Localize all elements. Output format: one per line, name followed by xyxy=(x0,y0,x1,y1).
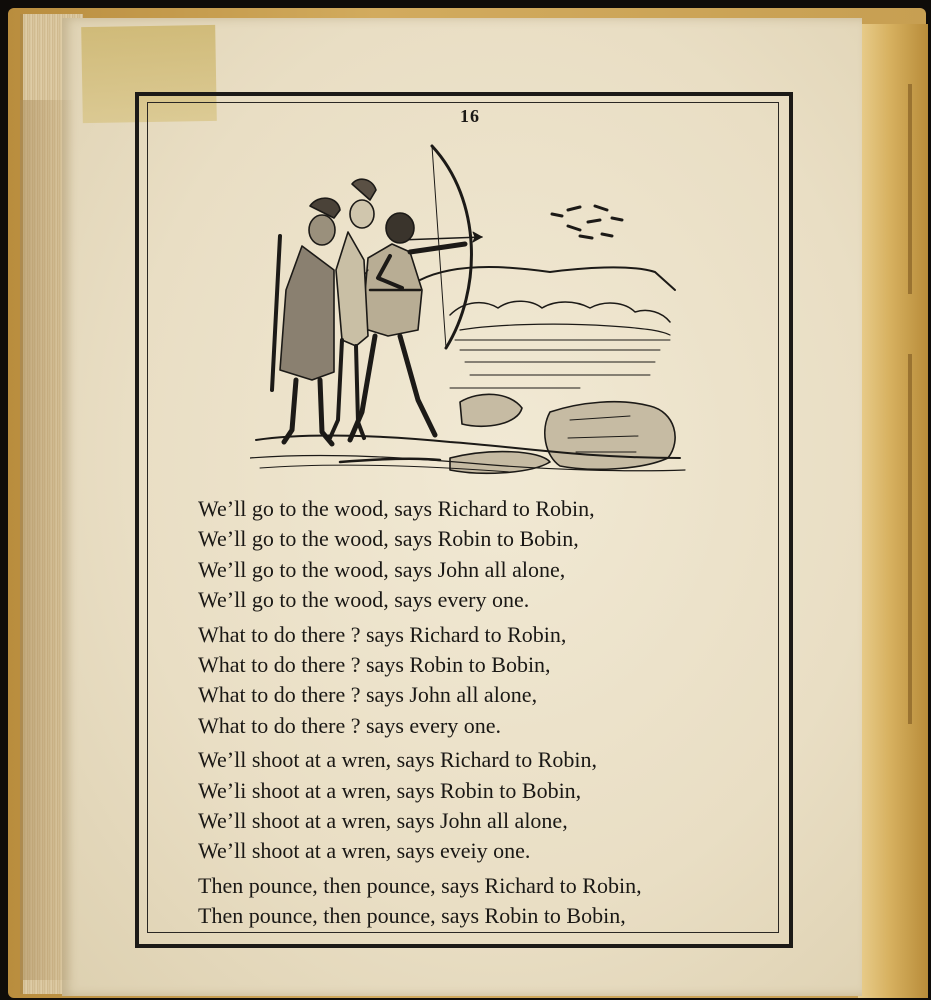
hills xyxy=(420,267,675,290)
verse-line: We’ll shoot at a wren, says John all alone, xyxy=(198,808,568,834)
verse-line: What to do there ? says John all alone, xyxy=(198,682,538,708)
verse-line: We’ll shoot at a wren, says eveiy one. xyxy=(198,838,531,864)
verse-line: Then pounce, then pounce, says Richard to Robin, xyxy=(198,872,642,898)
verse-line: We’ll go to the wood, says every one. xyxy=(198,587,530,613)
stanza-2 xyxy=(198,620,758,742)
verse-line: We’ll go to the wood, says Robin to Bobin, xyxy=(198,526,579,552)
verse-line: Then pounce, then pounce, says Robin to Bobin, xyxy=(198,903,626,929)
page-number: 16 xyxy=(460,106,480,126)
page-stain xyxy=(20,100,75,980)
companion-figures xyxy=(272,179,376,444)
archers-woodcut-illustration xyxy=(250,140,690,485)
verse-text xyxy=(198,494,758,936)
verse-line: We’ll go to the wood, says John all alone, xyxy=(198,556,566,582)
verse-line: What to do there ? says every one. xyxy=(198,712,501,738)
birds xyxy=(552,206,622,238)
stanza-3 xyxy=(198,745,758,867)
verse-line: We’ll shoot at a wren, says Richard to Robin, xyxy=(198,747,598,773)
stanza-1 xyxy=(198,494,758,616)
stanza-4 xyxy=(198,871,758,932)
verse-line: We’li shoot at a wren, says Robin to Bobin, xyxy=(198,777,582,803)
rocks xyxy=(450,394,675,473)
verse-line: What to do there ? says Robin to Bobin, xyxy=(198,652,551,678)
verse-line: We’ll go to the wood, says Richard to Robin, xyxy=(198,496,595,521)
book-spine xyxy=(858,24,928,998)
verse-line: What to do there ? says Richard to Robin, xyxy=(198,621,567,647)
